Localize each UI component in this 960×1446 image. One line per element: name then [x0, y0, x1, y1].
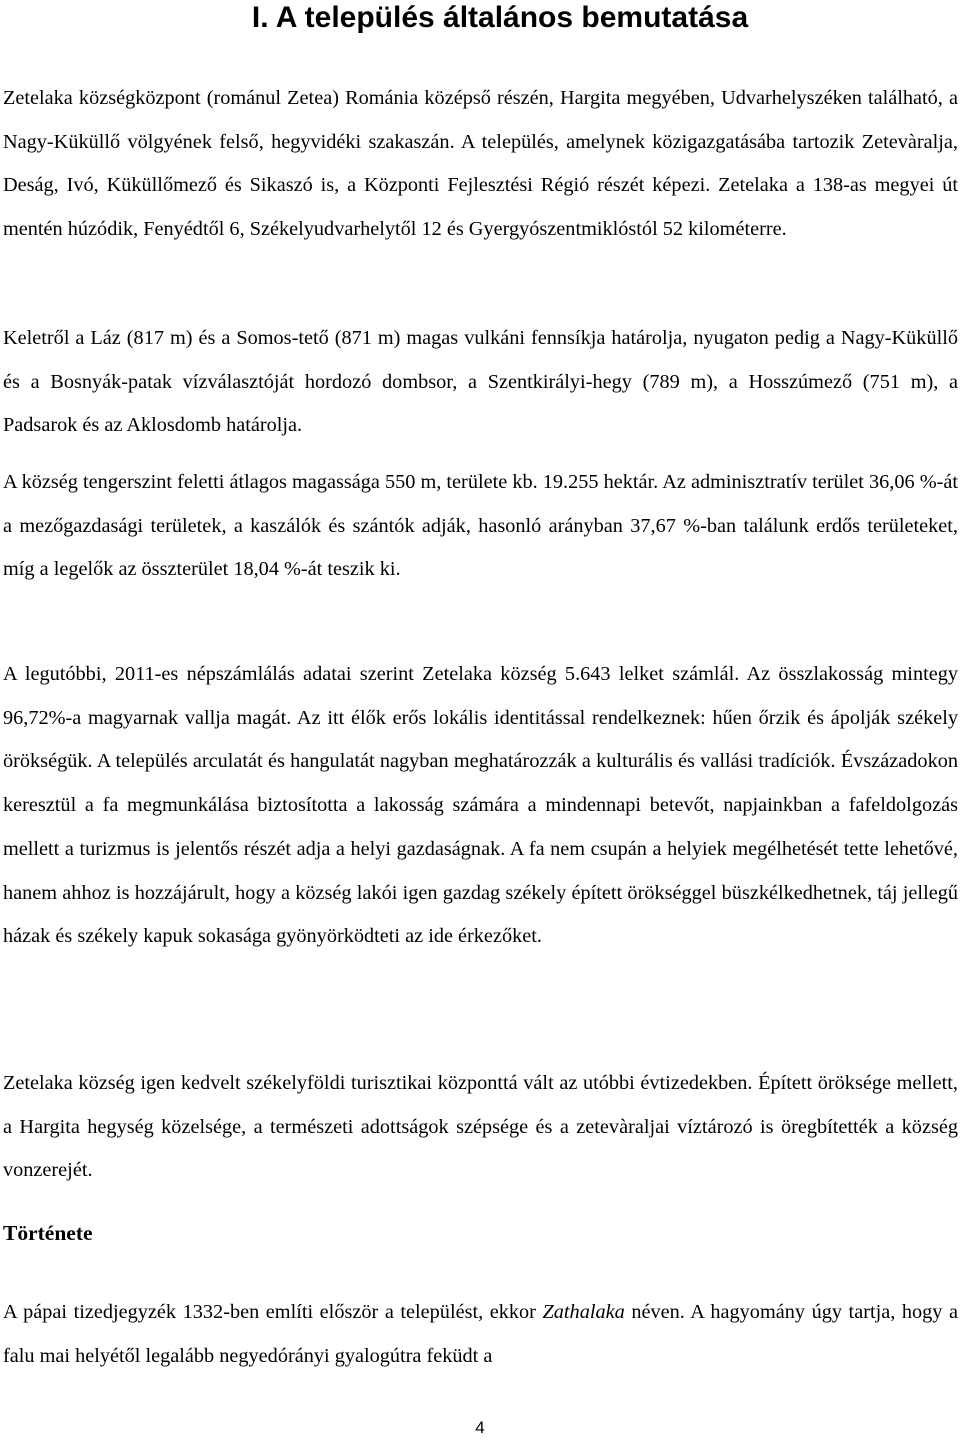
- page-number: 4: [475, 1418, 485, 1437]
- paragraph-history: [3, 1291, 958, 1378]
- paragraph-tourism: Zetelaka község igen kedvelt székelyföldi turisztikai központtá vált az utóbbi évtizedekben. Épített öröksége mellett, a Hargita hegység közelsége, a természeti adottságok szépsége és a zetevàraljai víztározó is öregbítették a község vonzerejét.: [3, 1072, 958, 1181]
- paragraph-borders: Keletről a Láz (817 m) és a Somos-tető (871 m) magas vulkáni fennsíkja határolja, nyugaton pedig a Nagy-Küküllő és a Bosnyák-patak vízválasztóját hordozó dombsor, a Szentkirályi-hegy (789 m), a Hosszúmező (751 m), a Padsarok és az Aklosdomb határolja.: [3, 327, 958, 436]
- historic-name: Zathalaka: [542, 1301, 625, 1323]
- paragraph-population: A legutóbbi, 2011-es népszámlálás adatai szerint Zetelaka község 5.643 lelket számlál. Az összlakosság mintegy 96,72%-a magyarnak vallja magát. Az itt élők erős lokális identitással rendelkeznek: hűen őrzik és ápolják székely örökségük. A település arculatát és hangulatát nagyban meghatározzák a kulturális és vallási tradíciók. Évszázadokon keresztül a fa megmunkálása biztosította a lakosság számára a mindennapi betevőt, napjainkban a fafeldolgozás mellett a turizmus is jelentős részét adja a helyi gazdaságnak. A fa nem csupán a helyiek megélhetését tette lehetővé, hanem ahhoz is hozzájárult, hogy a község lakói igen gazdag székely épített örökséggel büszkélkedhetnek, táj jellegű házak és székely kapuk sokasága gyönyörködteti az ide érkezőket.: [3, 663, 958, 948]
- paragraph-location: Zetelaka községközpont (románul Zetea) Románia középső részén, Hargita megyében, Udvarhelyszéken található, a Nagy-Küküllő völgyének felső, hegyvidéki szakaszán. A település, amelynek közigazgatásába tartozik Zetevàralja, Deság, Ivó, Küküllőmező és Sikaszó is, a Központi Fejlesztési Régió részét képezi. Zetelaka a 138-as megyei út mentén húzódik, Fenyédtől 6, Székelyudvarhelytől 12 és Gyergyószentmiklóstól 52 kilométerre.: [3, 87, 958, 240]
- page-heading: I. A település általános bemutatása: [251, 1, 749, 34]
- history-text-start: A pápai tizedjegyzék 1332-ben említi először a települést, ekkor: [3, 1301, 543, 1323]
- section-title-history: Története: [3, 1221, 93, 1245]
- paragraph-area: A község tengerszint feletti átlagos magassága 550 m, területe kb. 19.255 hektár. Az adminisztratív terület 36,06 %-át a mezőgazdasági területek, a kaszálók és szántók adják, hasonló arányban 37,67 %-ban találunk erdős területeket, míg a legelők az összterület 18,04 %-át teszik ki.: [3, 471, 958, 580]
- history-text-end: néven. A hagyomány úgy tartja, hogy a falu mai helyétől legalább negyedórányi gyalogútra feküdt a: [3, 1301, 958, 1367]
